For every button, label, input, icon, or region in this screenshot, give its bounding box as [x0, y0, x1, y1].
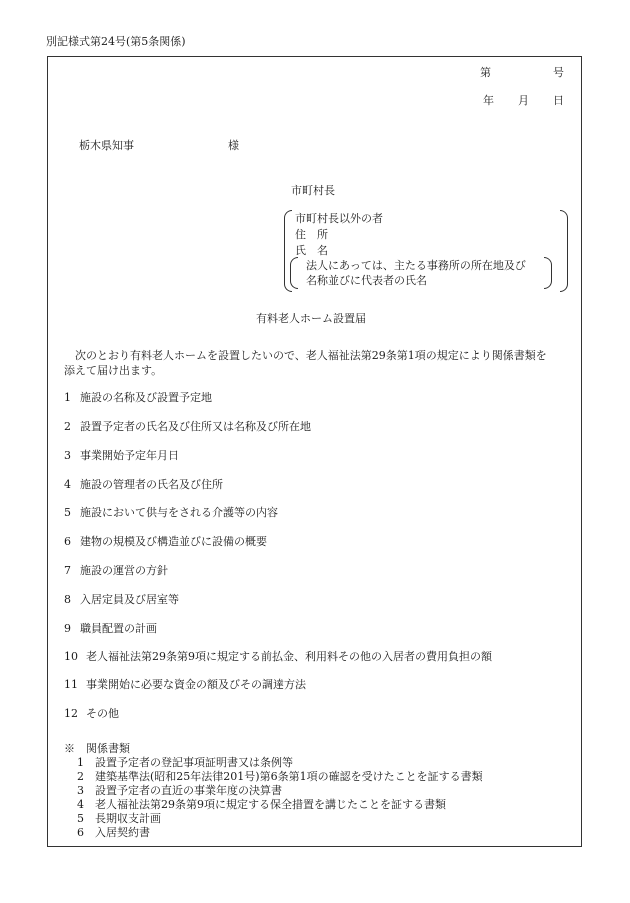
sender-mayor: 市町村長: [291, 184, 335, 197]
list-item: 4 施設の管理者の氏名及び住所: [64, 478, 223, 491]
list-item: 3 事業開始予定年月日: [64, 449, 179, 462]
related-documents-heading: ※ 関係書類: [64, 742, 130, 755]
year-label: 年: [483, 94, 494, 107]
list-item: 12 その他: [64, 707, 119, 720]
number-prefix: 第: [480, 66, 491, 79]
list-item: 7 施設の運営の方針: [64, 564, 168, 577]
body-text-line-2: 添えて届け出ます。: [64, 364, 163, 377]
list-item: 6 建物の規模及び構造並びに設備の概要: [64, 535, 267, 548]
document-title: 有料老人ホーム設置届: [256, 312, 366, 325]
document-item: 5 長期収支計画: [77, 812, 161, 825]
form-number-label: 別記様式第24号(第5条関係): [46, 35, 186, 48]
list-item: 5 施設において供与をされる介護等の内容: [64, 506, 278, 519]
month-label: 月: [518, 94, 529, 107]
document-item: 6 入居契約書: [77, 826, 150, 839]
name-label: 氏 名: [295, 244, 328, 257]
document-item: 3 設置予定者の直近の事業年度の決算書: [77, 784, 282, 797]
bracket-right: [560, 210, 568, 292]
list-item: 9 職員配置の計画: [64, 622, 157, 635]
number-suffix: 号: [553, 66, 564, 79]
bracket-right: [544, 257, 552, 289]
date-line: [483, 94, 564, 108]
document-item: 2 建築基準法(昭和25年法律201号)第6条第1項の確認を受けたことを証する書類: [77, 770, 483, 783]
body-text-line-1: 次のとおり有料老人ホームを設置したいので、老人福祉法第29条第1項の規定により関係書類を: [75, 349, 547, 362]
addressee-name: 栃木県知事: [79, 139, 134, 152]
bracket-left: [290, 257, 298, 289]
day-label: 日: [553, 94, 564, 107]
list-item: 10 老人福祉法第29条第9項に規定する前払金、利用料その他の入居者の費用負担の額: [64, 650, 492, 663]
list-item: 2 設置予定者の氏名及び住所又は名称及び所在地: [64, 420, 311, 433]
address-label: 住 所: [295, 228, 328, 241]
addressee-honorific: 様: [228, 139, 239, 152]
document-number-line: [480, 66, 564, 80]
applicant-label: 市町村長以外の者: [295, 212, 383, 225]
document-item: 4 老人福祉法第29条第9項に規定する保全措置を講じたことを証する書類: [77, 798, 446, 811]
corporation-note-line-2: 名称並びに代表者の氏名: [306, 274, 427, 287]
corporation-note-line-1: 法人にあっては、主たる事務所の所在地及び: [306, 259, 526, 272]
document-item: 1 設置予定者の登記事項証明書又は条例等: [77, 756, 293, 769]
list-item: 11 事業開始に必要な資金の額及びその調達方法: [64, 678, 306, 691]
list-item: 1 施設の名称及び設置予定地: [64, 391, 212, 404]
list-item: 8 入居定員及び居室等: [64, 593, 179, 606]
